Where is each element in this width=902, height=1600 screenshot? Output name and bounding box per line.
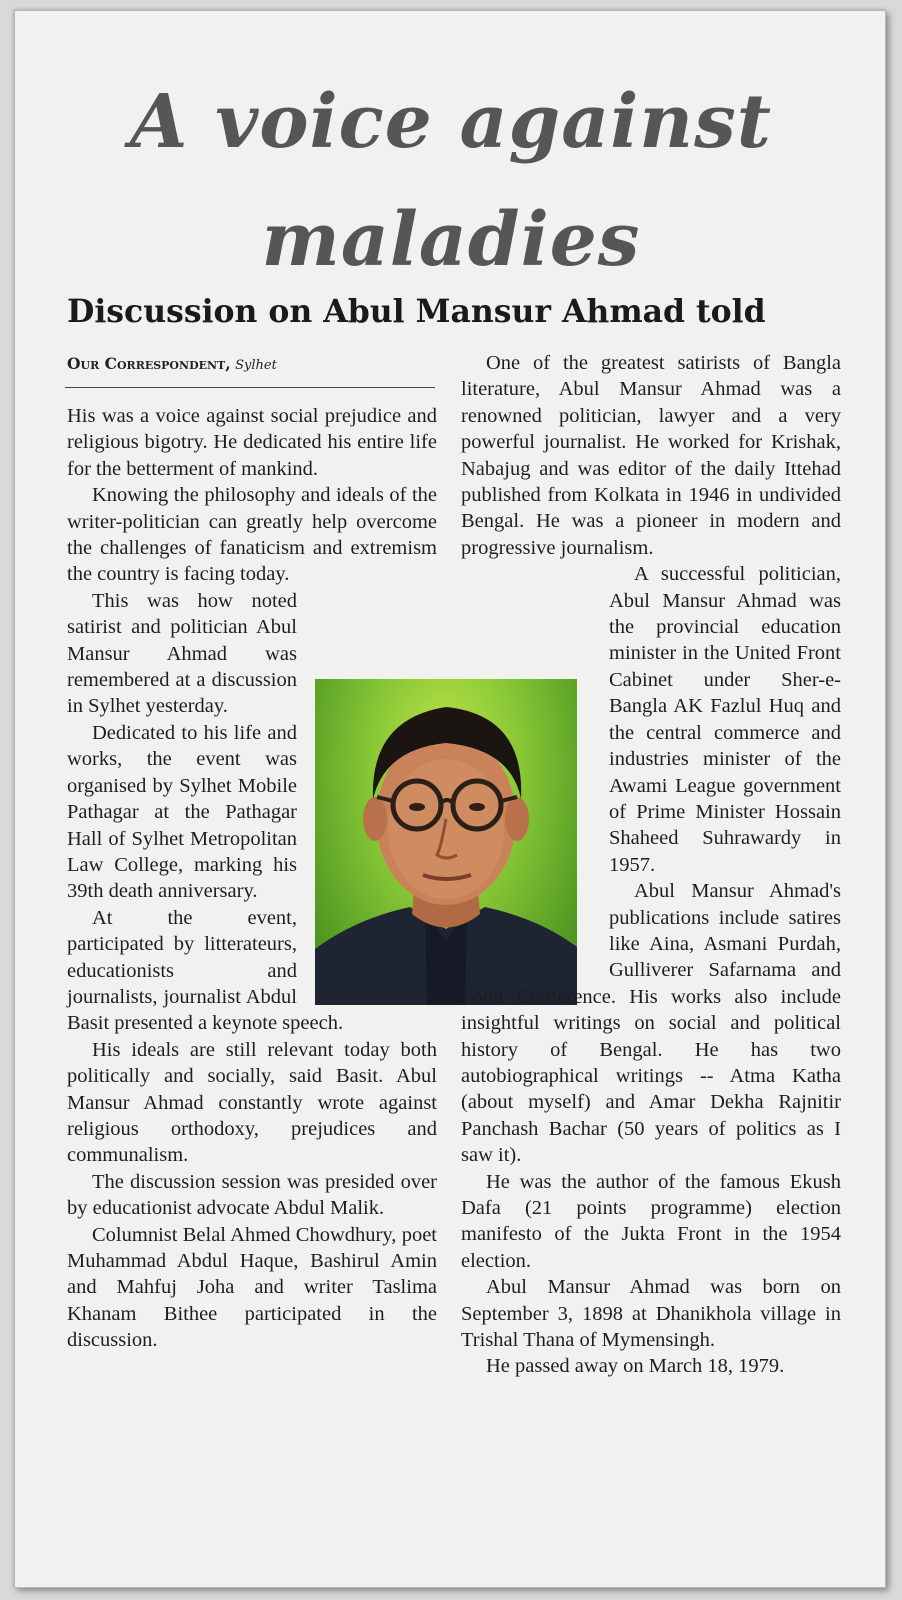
paragraph: At the event, participated by litterateurs, educationists and journalists, journalist Abdul Basit presented a keynote speech.: [67, 906, 344, 1035]
paragraph: Knowing the philosophy and ideals of the writer-politician can greatly help overcome the challenges of fanaticism and extremism the country is facing today.: [67, 484, 437, 586]
byline-divider: [65, 387, 435, 388]
article-column-1: [67, 403, 437, 1354]
paragraph: He passed away on March 18, 1979.: [486, 1355, 785, 1378]
paragraph: Columnist Belal Ahmed Chowdhury, poet Muhammad Abdul Haque, Bashirul Amin and Mahfuj Joha and writer Taslima Khanam Bithee participated in the discussion.: [67, 1223, 437, 1352]
subheadline: Discussion on Abul Mansur Ahmad told: [67, 293, 766, 330]
byline-author: Our Correspondent,: [67, 354, 231, 373]
paragraph: His was a voice against social prejudice and religious bigotry. He dedicated his entire life for the betterment of mankind.: [67, 405, 437, 480]
byline: [67, 355, 467, 375]
newspaper-clipping: [14, 10, 886, 1588]
paragraph: The discussion session was presided over by educationist advocate Abdul Malik.: [67, 1170, 437, 1220]
paragraph: This was how noted satirist and politician Abul Mansur Ahmad was remembered at a discussion in Sylhet yesterday.: [67, 589, 297, 718]
paragraph: Dedicated to his life and works, the event was organised by Sylhet Mobile Pathagar at the Pathagar Hall of Sylhet Metropolitan Law College, marking his 39th death anniversary.: [67, 721, 297, 903]
photo-wrap-spacer: [297, 614, 437, 999]
paragraph: He was the author of the famous Ekush Dafa (21 points programme) election manifesto of the Jukta Front in the 1954 election.: [461, 1170, 841, 1272]
article-column-2: [461, 350, 841, 1380]
headline: A voice against maladies: [130, 79, 772, 283]
paragraph: Abul Mansur Ahmad's publications include satires like Aina, Asmani Purdah, Gulliverer Safarnama and Food Conference. His works also include insightful writings on social and political history of Bengal. He has two autobiographical writings -- Atma Katha (about myself) and Amar Dekha Rajnitir Panchash Bachar (50 years of politics as I saw it).: [461, 880, 841, 1167]
paragraph: A successful politician, Abul Mansur Ahmad was the provincial education minister in the United Front Cabinet under Sher-e-Bangla AK Fazlul Huq and the central commerce and industries minister of the Awami League government of Prime Minister Hossain Shaheed Suhrawardy in 1957.: [609, 563, 841, 876]
paragraph: One of the greatest satirists of Bangla literature, Abul Mansur Ahmad was a renowned politician, lawyer and a very powerful journalist. He worked for Krishak, Nabajug and was editor of the daily Ittehad published from Kolkata in 1946 in undivided Bengal. He was a pioneer in modern and progressive journalism.: [461, 352, 841, 559]
paragraph: Abul Mansur Ahmad was born on September 3, 1898 at Dhanikhola village in Trishal Thana of Mymensingh.: [461, 1276, 841, 1352]
byline-location: Sylhet: [235, 358, 277, 373]
paragraph: His ideals are still relevant today both politically and socially, said Basit. Abul Mansur Ahmad constantly wrote against religious orthodoxy, prejudices and communalism.: [67, 1038, 437, 1167]
photo-wrap-spacer: [461, 587, 609, 972]
